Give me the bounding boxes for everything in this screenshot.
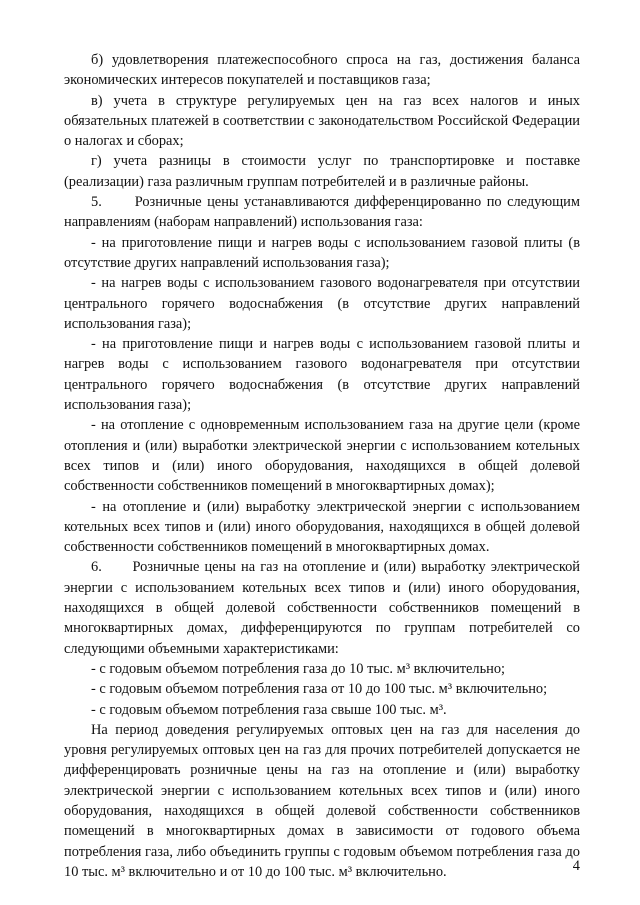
list-item-water-heater: - на нагрев воды с использованием газового водонагревателя при отсутствии центрального горячего водоснабжения (в отсутствие других направлений использования газа); [64, 275, 580, 332]
paragraph-transition-period: На период доведения регулируемых оптовых цен на газ для населения до уровня регулируемых оптовых цен на газ для прочих потребителей допускается не дифференцировать розничные цены на газ на отопление и (или) выработку электрической энергии с использованием котельных всех типов и (или) иного оборудования, находящихся в общей долевой собственности собственников помещений в многоквартирных домах в зависимости от годового объема потребления газа, либо объединить группы с годовым объемом потребления газа до 10 тыс. м³ включительно и от 10 до 100 тыс. м³ включительно. [64, 721, 580, 880]
page-number: 4 [572, 858, 580, 874]
paragraph-6: 6. Розничные цены на газ на отопление и (или) выработку электрической энергии с использованием котельных всех типов и (или) иного оборудования, находящихся в общей долевой собственности собственников помещений в многоквартирных домах, дифференцируются по группам потребителей со следующими объемными характеристиками: [64, 559, 580, 657]
paragraph-3g: г) учета разницы в стоимости услуг по транспортировке и поставке (реализации) газа различным группам потребителей и в различные районы. [64, 153, 580, 190]
list-item-cooking: - на приготовление пищи и нагрев воды с использованием газовой плиты (в отсутствие других направлений использования газа); [64, 234, 580, 271]
document-body [64, 50, 580, 882]
list-item-volume-over-100: - с годовым объемом потребления газа свыше 100 тыс. м³. [91, 701, 447, 718]
list-item-volume-10-to-100: - с годовым объемом потребления газа от 10 до 100 тыс. м³ включительно; [91, 681, 548, 698]
paragraph-5: 5. Розничные цены устанавливаются дифференцированно по следующим направлениям (наборам направлений) использования газа: [64, 194, 580, 231]
list-item-volume-up-to-10: - с годовым объемом потребления газа до 10 тыс. м³ включительно; [91, 660, 506, 677]
paragraph-3b: б) удовлетворения платежеспособного спроса на газ, достижения баланса экономических интересов покупателей и поставщиков газа; [64, 52, 580, 89]
list-item-heating-with-other-uses: - на отопление с одновременным использованием газа на другие цели (кроме отопления и (или) выработки электрической энергии с использованием котельных всех типов и (или) иного оборудования, находящихся в общей долевой собственности собственников помещений в многоквартирных домах); [64, 417, 580, 495]
paragraph-3v: в) учета в структуре регулируемых цен на газ всех налогов и иных обязательных платежей в соответствии с законодательством Российской Федерации о налогах и сборах; [64, 92, 580, 150]
list-item-heating-and-electricity: - на отопление и (или) выработку электрической энергии с использованием котельных всех типов и (или) иного оборудования, находящихся в общей долевой собственности собственников помещений в многоквартирных домах. [64, 498, 580, 556]
list-item-cooking-and-water-heater: - на приготовление пищи и нагрев воды с использованием газовой плиты и нагрев воды с использованием газового водонагревателя при отсутствии центрального горячего водоснабжения (в отсутствие других направлений использования газа); [64, 336, 580, 414]
